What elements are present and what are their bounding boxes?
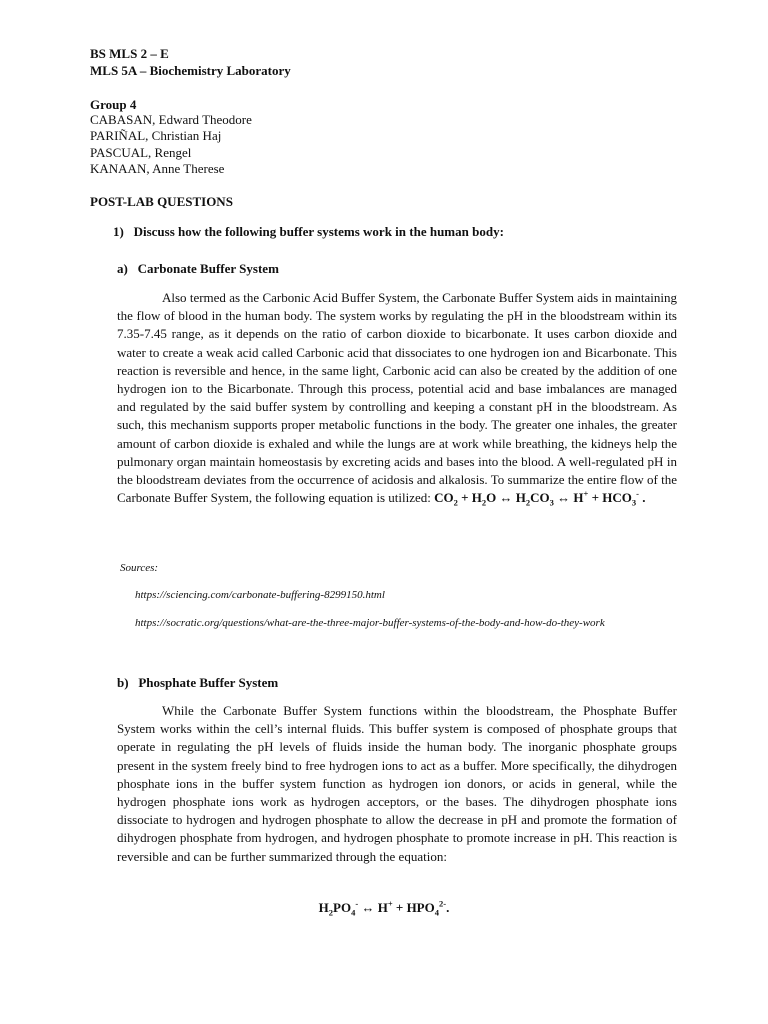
section-a-heading xyxy=(117,261,279,277)
phosphate-paragraph-text: While the Carbonate Buffer System functions within the bloodstream, the Phosphate Buffer System works within the cell’s internal fluids. This buffer system is composed of phosphate groups that operate in regulating the pH levels of fluids inside the human body. The inorganic phosphate groups present in the system freely bind to free hydrogen ions to act as a buffer. More specifically, the dihydrogen phosphate ions in the buffer system function as hydrogen ion donors, or acids in general, while the hydrogen phosphate ions work as hydrogen acceptors, or the bases. The dihydrogen phosphate ions dissociate to hydrogen and hydrogen phosphate to allow the decrease in pH and promote the formation of dihydrogen phosphate from hydrogen, and hydrogen phosphate to promote increase in pH. This reaction is reversible and can be further summarized through the equation: xyxy=(117,703,677,864)
section-letter: b) xyxy=(117,675,129,690)
course-title: MLS 5A – Biochemistry Laboratory xyxy=(90,63,291,78)
sources-label: Sources: xyxy=(120,562,159,574)
source-link[interactable]: https://sciencing.com/carbonate-buffering-8299150.html xyxy=(135,589,385,601)
section-title: Phosphate Buffer System xyxy=(138,675,279,690)
section-b-heading xyxy=(117,675,278,691)
post-lab-title: POST-LAB QUESTIONS xyxy=(90,194,233,209)
course-section: BS MLS 2 – E xyxy=(90,46,169,61)
carbonate-paragraph xyxy=(117,289,677,507)
member-name: PASCUAL, Rengel xyxy=(90,144,192,160)
phosphate-equation: $H_2PO_4^-$ ↔ $H^+ + HPO_4^{2-}$. xyxy=(318,898,450,918)
phosphate-paragraph xyxy=(117,702,677,866)
member-name: CABASAN, Edward Theodore xyxy=(90,112,252,127)
member-name: PARIÑAL, Christian Haj xyxy=(90,128,222,144)
member-name: KANAAN, Anne Therese xyxy=(90,160,225,176)
section-title: Carbonate Buffer System xyxy=(137,261,279,276)
member-list xyxy=(90,112,252,177)
group-label: Group 4 xyxy=(90,97,137,112)
carbonate-equation: $CO_2 + H_2O$ ↔ $H_2CO_3$ ↔ $H^+ + HCO_3^-$ . xyxy=(434,488,646,508)
question-text: Discuss how the following buffer systems work in the human body: xyxy=(133,224,504,239)
carbonate-paragraph-text: Also termed as the Carbonic Acid Buffer System, the Carbonate Buffer System aids in maintaining the flow of blood in the human body. The system works by regulating the pH in the bloodstream within its 7.35-7.45 range, as it depends on the ratio of carbon dioxide to bicarbonate. It uses carbon dioxide and water to create a weak acid called Carbonic acid that dissociates to one hydrogen ion and Bicarbonate. This reaction is reversible and hence, in the same light, Carbonic acid can also be created by the addition of one hydrogen ion to the Bicarbonate. Through this process, potential acid and base imbalances are managed and regulated by the said buffer system by controlling and keeping a constant pH in the bloodstream. As such, this mechanism supports proper metabolic functions in the body. The greater one inhales, the greater amount of carbon dioxide is exhaled and while the lungs are at work while breathing, the kidneys help the pulmonary organ maintain homeostasis by excreting acids and bases into the blood. A well-regulated pH in the bloodstream deviates from the occurrence of acidosis and alkalosis. To summarize the entire flow of the Carbonate Buffer System, the following equation is utilized: xyxy=(117,290,677,506)
source-link[interactable]: https://socratic.org/questions/what-are-the-three-major-buffer-systems-of-the-body-and-how-do-they-work xyxy=(135,617,605,629)
question-1 xyxy=(113,224,504,240)
question-number: 1) xyxy=(113,224,124,239)
section-letter: a) xyxy=(117,261,128,276)
